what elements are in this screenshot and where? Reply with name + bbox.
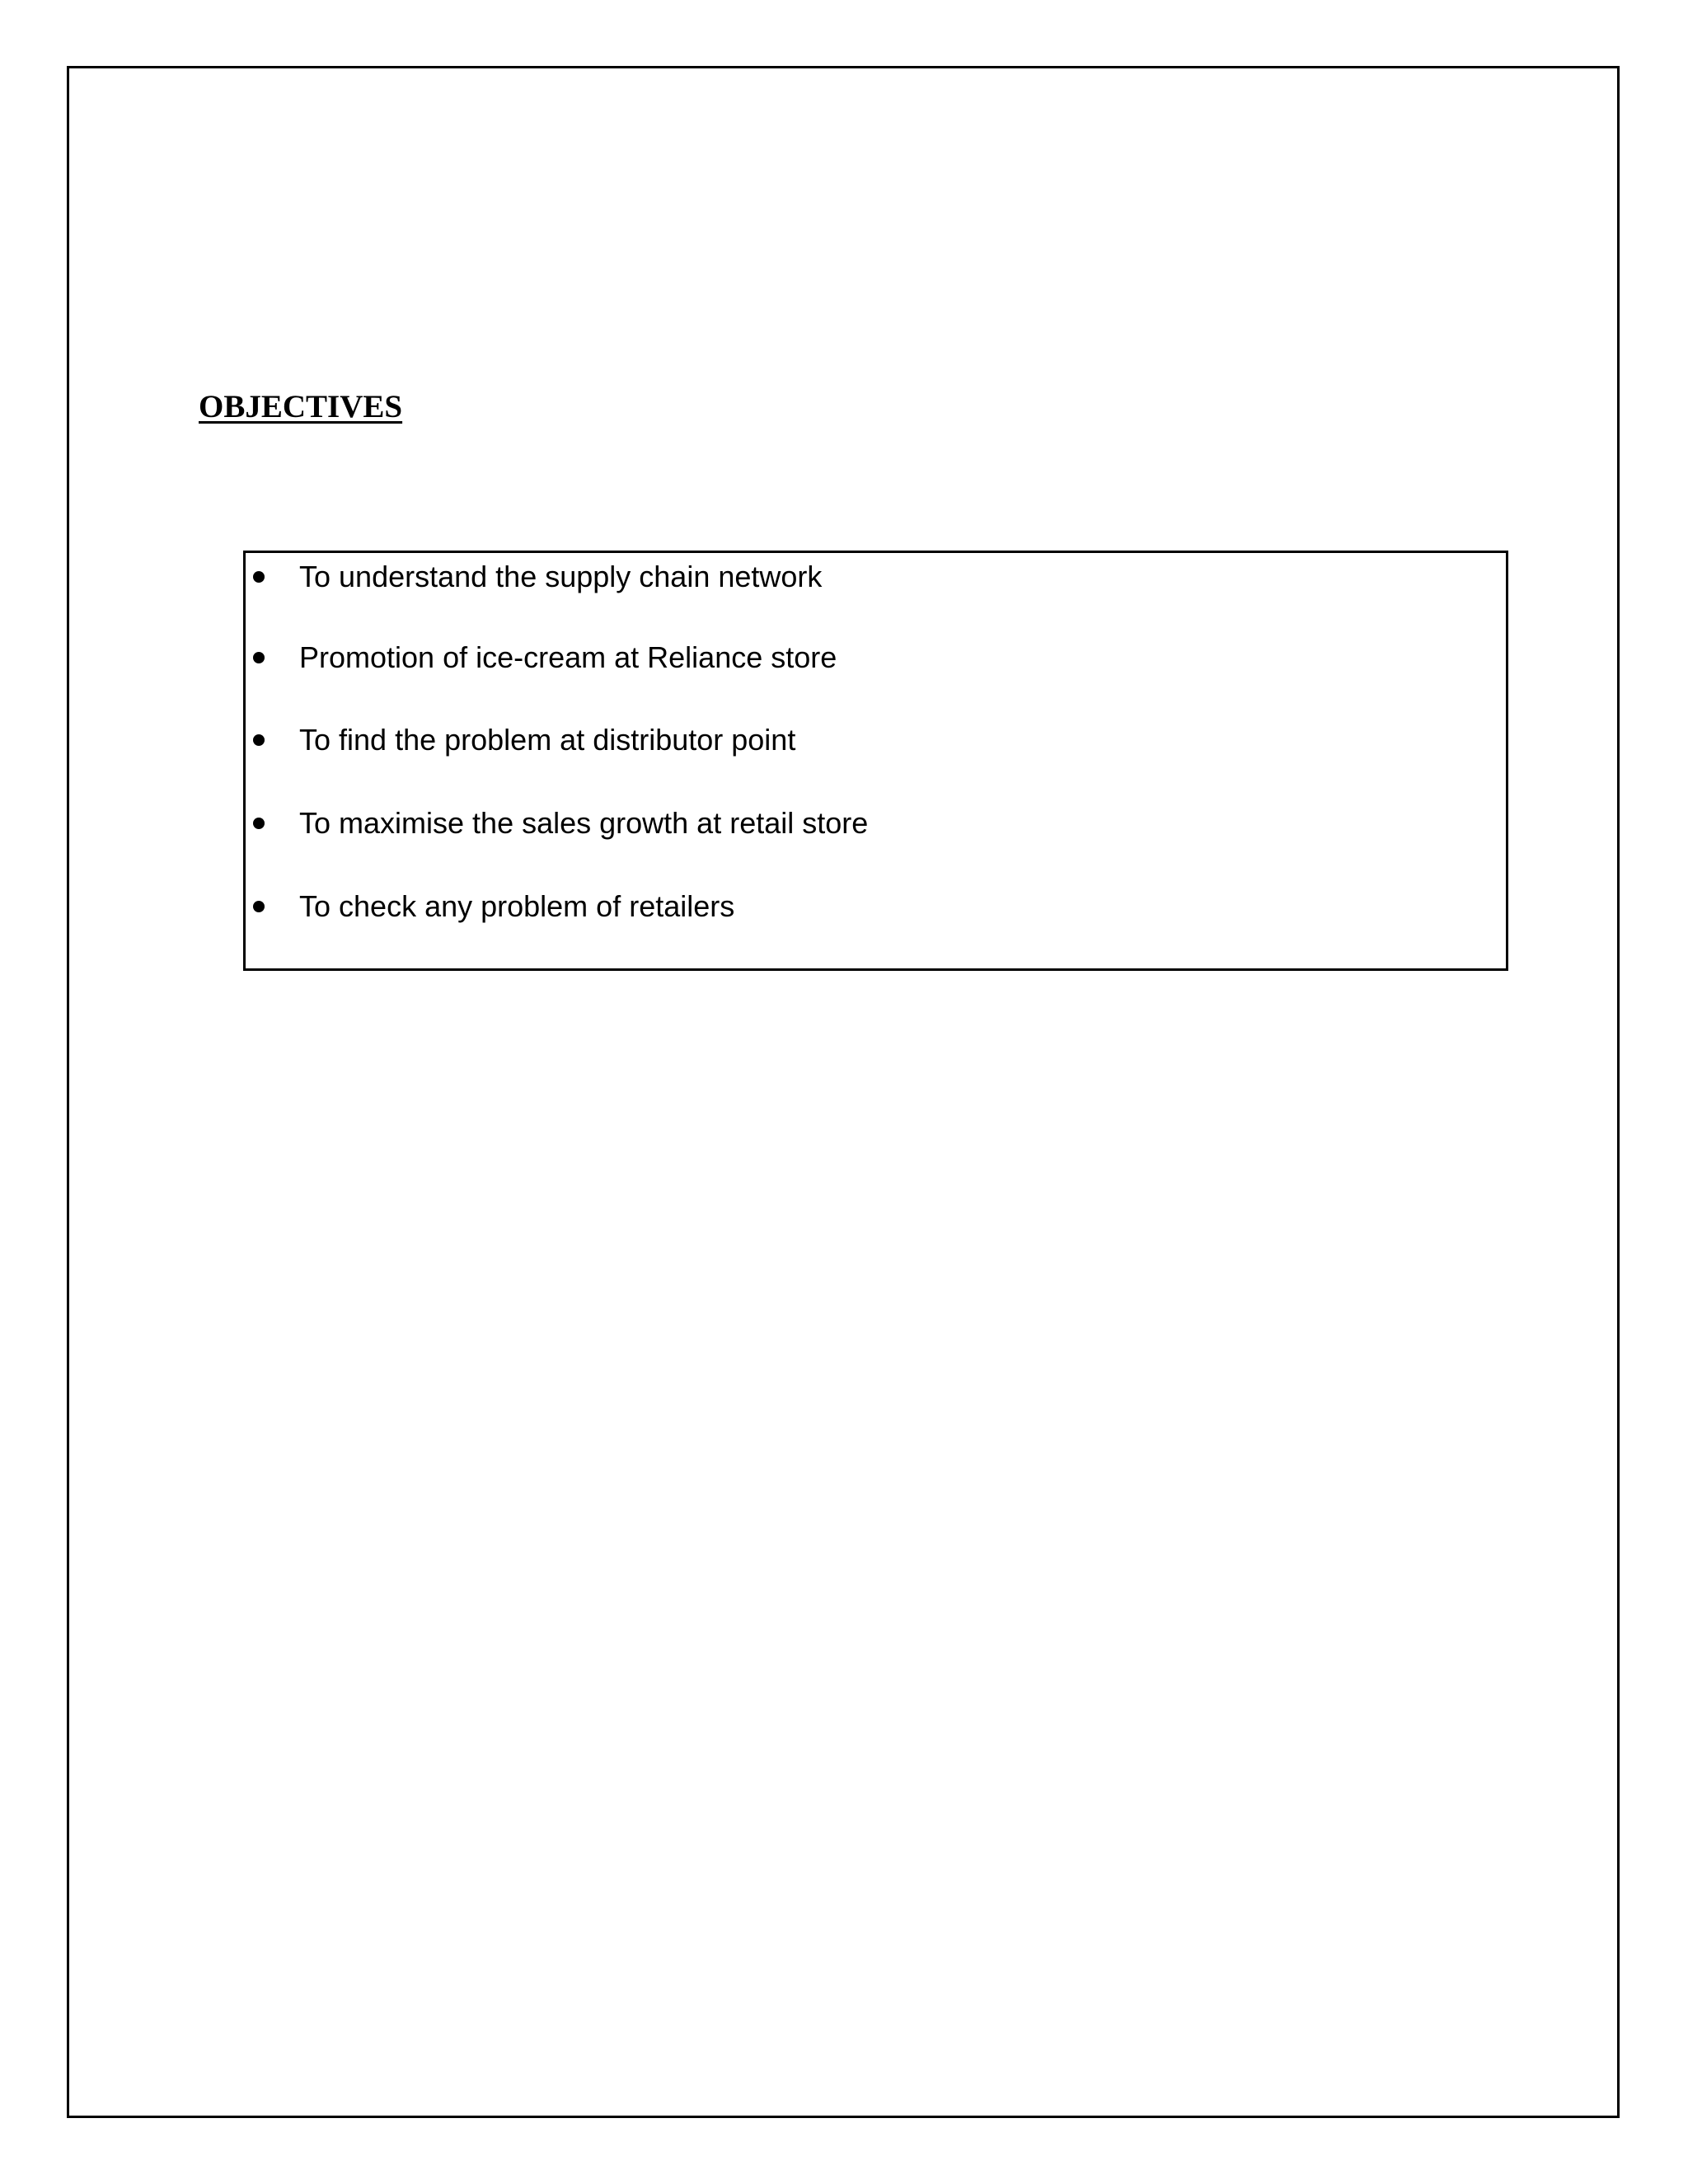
objective-text: To understand the supply chain network	[299, 560, 823, 593]
bullet-icon	[253, 652, 265, 663]
objective-text: Promotion of ice-cream at Reliance store	[299, 640, 837, 674]
bullet-icon	[253, 571, 265, 583]
bullet-icon	[253, 818, 265, 829]
bullet-icon	[253, 734, 265, 746]
bullet-icon	[253, 901, 265, 912]
objective-text: To maximise the sales growth at retail store	[299, 806, 869, 840]
objectives-box	[243, 551, 1508, 971]
objective-text: To find the problem at distributor point	[299, 723, 796, 757]
page-title: OBJECTIVES	[199, 389, 403, 424]
objective-text: To check any problem of retailers	[299, 889, 735, 923]
page-border	[67, 66, 1620, 2118]
